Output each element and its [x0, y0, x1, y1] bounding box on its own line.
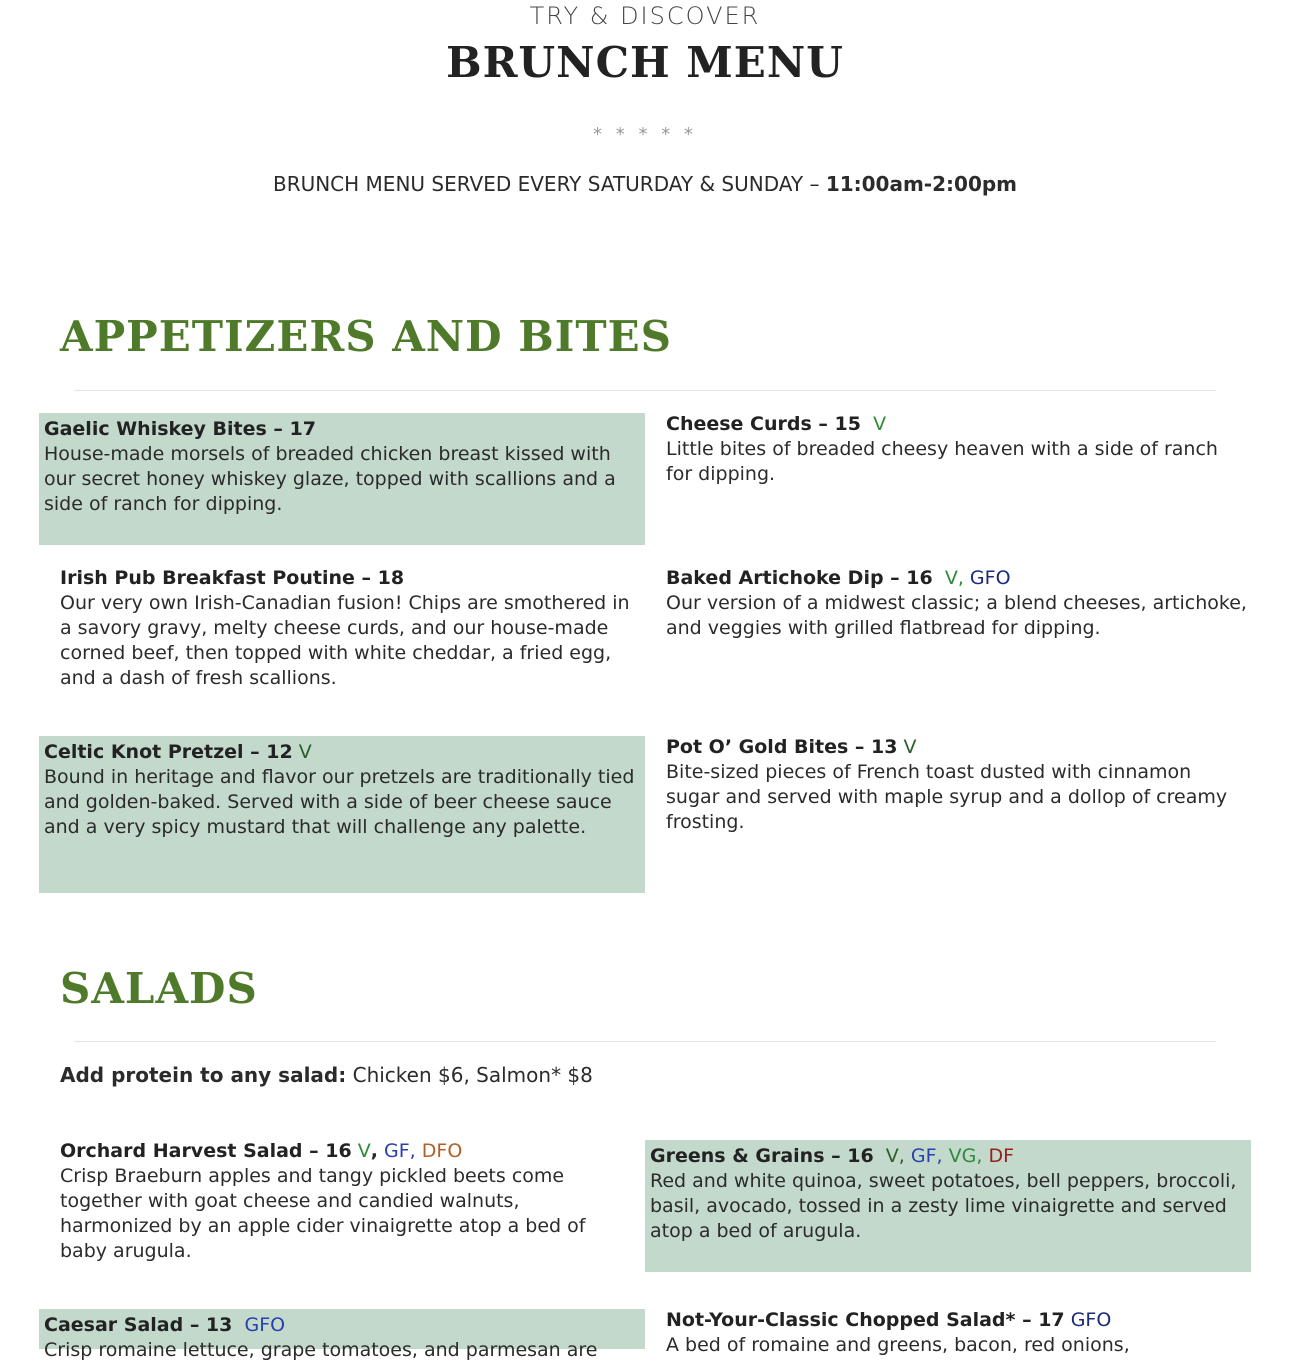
protein-addon-note [60, 1063, 593, 1087]
tag-vegetarian: V [873, 413, 887, 435]
menu-kicker: TRY & DISCOVER [529, 2, 761, 30]
served-hours [0, 172, 1290, 196]
menu-item-celtic-knot-pretzel [44, 740, 636, 840]
item-title: Orchard Harvest Salad – 16 [60, 1140, 352, 1162]
tag-vegetarian: V [903, 736, 917, 758]
tag-gluten-free-option: GFO [1070, 1309, 1112, 1331]
menu-item-cheese-curds [666, 412, 1246, 487]
tag-dairy-free: DF [988, 1145, 1014, 1167]
menu-item-artichoke-dip [666, 566, 1256, 641]
item-description: Red and white quinoa, sweet potatoes, bell peppers, broccoli, basil, avocado, tossed in a zesty lime vinaigrette and served atop a bed of arugula. [650, 1170, 1237, 1242]
served-text: BRUNCH MENU SERVED EVERY SATURDAY & SUNDAY – [272, 172, 826, 196]
tag-separator: , [370, 1140, 378, 1162]
tag-vegan: VG, [948, 1145, 983, 1167]
item-description: A bed of romaine and greens, bacon, red onions, [666, 1334, 1130, 1356]
item-title: Baked Artichoke Dip – 16 [666, 567, 933, 589]
item-description: Bite-sized pieces of French toast dusted with cinnamon sugar and served with maple syrup and a dollop of creamy frosting. [666, 761, 1228, 833]
protein-label: Add protein to any salad: [60, 1063, 347, 1087]
tag-gluten-free: GF, [910, 1145, 943, 1167]
page-title: BRUNCH MENU [446, 38, 844, 87]
item-description: Crisp Braeburn apples and tangy pickled beets come together with goat cheese and candied walnuts, harmonized by an apple cider vinaigrette atop a bed of baby arugula. [60, 1165, 586, 1262]
item-description: Our version of a midwest classic; a blend cheeses, artichoke, and veggies with grilled flatbread for dipping. [666, 592, 1247, 639]
item-description: Crisp romaine lettuce, grape tomatoes, and parmesan are [44, 1339, 598, 1361]
protein-options: Chicken $6, Salmon* $8 [346, 1063, 593, 1087]
menu-item-pot-o-gold-bites [666, 735, 1246, 835]
item-title: Irish Pub Breakfast Poutine – 18 [60, 567, 405, 589]
menu-item-orchard-harvest-salad [60, 1139, 630, 1264]
item-title: Greens & Grains – 16 [650, 1145, 874, 1167]
item-title: Caesar Salad – 13 [44, 1314, 233, 1336]
tag-gluten-free: GF, [384, 1140, 416, 1162]
tag-vegetarian: V, [944, 567, 964, 589]
item-description: Little bites of breaded cheesy heaven with a side of ranch for dipping. [666, 438, 1218, 485]
tag-gluten-free-option: GFO [244, 1314, 286, 1336]
tag-gluten-free-option: GFO [969, 567, 1011, 589]
item-description: House-made morsels of breaded chicken breast kissed with our secret honey whiskey glaze, topped with scallions and a side of ranch for dipping. [44, 443, 616, 515]
tag-vegetarian: V [298, 741, 312, 763]
tag-vegetarian: V [357, 1140, 371, 1162]
tag-dairy-free-option: DFO [421, 1140, 463, 1162]
menu-item-gaelic-whiskey-bites [44, 417, 636, 517]
item-title: Not-Your-Classic Chopped Salad* – 17 [666, 1309, 1065, 1331]
item-title: Cheese Curds – 15 [666, 413, 861, 435]
item-description: Our very own Irish-Canadian fusion! Chips are smothered in a savory gravy, melty cheese curds, and our house-made corned beef, then topped with white cheddar, a fried egg, and a dash of fresh scallions. [60, 592, 630, 689]
tag-vegetarian: V, [885, 1145, 905, 1167]
menu-item-caesar-salad [44, 1313, 636, 1361]
section-title-salads: SALADS [60, 964, 258, 1013]
menu-item-chopped-salad [666, 1308, 1256, 1356]
item-title: Gaelic Whiskey Bites – 17 [44, 418, 316, 440]
menu-item-breakfast-poutine [60, 566, 630, 691]
item-title: Pot O’ Gold Bites – 13 [666, 736, 898, 758]
section-divider [74, 390, 1216, 391]
item-title: Celtic Knot Pretzel – 12 [44, 741, 293, 763]
section-title-appetizers: APPETIZERS AND BITES [60, 312, 672, 361]
section-divider [74, 1041, 1216, 1042]
served-time: 11:00am-2:00pm [825, 172, 1018, 196]
menu-item-greens-and-grains [650, 1144, 1242, 1244]
star-divider: * * * * * [593, 124, 697, 145]
item-description: Bound in heritage and flavor our pretzels are traditionally tied and golden-baked. Served with a side of beer cheese sauce and a very spicy mustard that will challenge any palette. [44, 766, 635, 838]
